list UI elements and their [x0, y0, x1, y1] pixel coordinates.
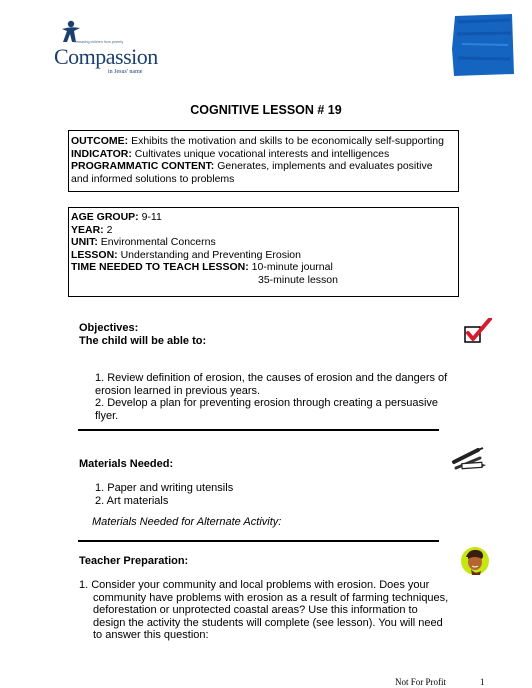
objective-2-line2: flyer.	[95, 409, 119, 422]
indicator-row	[71, 148, 456, 161]
materials-list	[95, 482, 233, 507]
logo-subtitle: in Jesus' name	[108, 69, 143, 75]
time-value-1: 10-minute journal	[251, 261, 333, 273]
outcome-row	[71, 135, 456, 148]
content-row	[71, 160, 456, 173]
year-label: YEAR:	[71, 223, 104, 236]
unit-label: UNIT:	[71, 236, 98, 248]
indicator-label: INDICATOR:	[71, 147, 132, 160]
teacher-prep-heading: Teacher Preparation:	[79, 555, 189, 567]
checkbox-check-icon	[464, 318, 492, 344]
teacher-prep-text	[79, 579, 448, 642]
time-label: TIME NEEDED TO TEACH LESSON:	[71, 261, 249, 273]
content-value-line2: and informed solutions to problems	[71, 172, 235, 185]
blue-brush-square	[452, 14, 514, 76]
objective-1-line1: 1. Review definition of erosion, the causes of erosion and the dangers of	[95, 372, 448, 384]
objectives-title: Objectives:	[79, 322, 139, 334]
page-number: 1	[480, 677, 485, 687]
year-value: 2	[106, 223, 113, 236]
teacher-line-5: to answer this question:	[93, 629, 209, 641]
materials-heading: Materials Needed:	[79, 458, 174, 470]
time-value-2: 35-minute lesson	[258, 273, 338, 286]
teacher-face-icon	[460, 545, 490, 577]
age-group-label: AGE GROUP:	[71, 211, 139, 223]
divider-1	[78, 429, 439, 431]
objectives-list	[95, 372, 447, 422]
logo-tagline: Releasing children from poverty	[74, 40, 124, 44]
content-label: PROGRAMMATIC CONTENT:	[71, 160, 215, 172]
divider-2	[78, 540, 439, 542]
page-title: COGNITIVE LESSON # 19	[190, 103, 342, 117]
unit-row	[71, 236, 456, 249]
time-row	[71, 261, 456, 274]
lesson-row	[71, 249, 456, 262]
teacher-line-1: 1. Consider your community and local problems with erosion. Does your	[79, 579, 430, 591]
year-row	[71, 224, 456, 237]
lesson-info-box	[68, 207, 459, 297]
logo-brand: Compassion	[54, 44, 158, 69]
material-item-1: 1. Paper and writing utensils	[95, 482, 234, 494]
teacher-line-3: deforestation or unprotected coastal areas? Use this information to	[93, 604, 418, 616]
age-group-row	[71, 211, 456, 224]
outcome-value: Exhibits the motivation and skills to be economically self-supporting	[131, 135, 444, 147]
age-group-value: 9-11	[141, 211, 162, 223]
teacher-line-2: community have problems with erosion as a result of farming techniques,	[93, 591, 449, 604]
lesson-value: Understanding and Preventing Erosion	[120, 248, 301, 261]
objectives-subtitle: The child will be able to:	[79, 335, 207, 347]
compassion-logo	[52, 20, 164, 75]
lesson-label: LESSON:	[71, 248, 118, 261]
material-item-2: 2. Art materials	[95, 494, 169, 507]
alternate-materials: Materials Needed for Alternate Activity:	[92, 516, 282, 528]
footer-text: Not For Profit	[395, 677, 447, 687]
outcome-label: OUTCOME:	[71, 135, 129, 147]
teacher-line-4: design the activity the students will complete (see lesson). You will need	[93, 616, 443, 629]
objective-1-line2: erosion learned in previous years.	[95, 384, 261, 397]
unit-value: Environmental Concerns	[100, 236, 216, 248]
indicator-value: Cultivates unique vocational interests and intelligences	[134, 147, 390, 160]
objective-2-line1: 2. Develop a plan for preventing erosion through creating a persuasive	[95, 397, 439, 409]
outcome-box	[68, 130, 459, 192]
pencils-icon	[452, 446, 486, 472]
content-value-line1: Generates, implements and evaluates positive	[217, 160, 433, 172]
objectives-heading	[79, 322, 206, 348]
